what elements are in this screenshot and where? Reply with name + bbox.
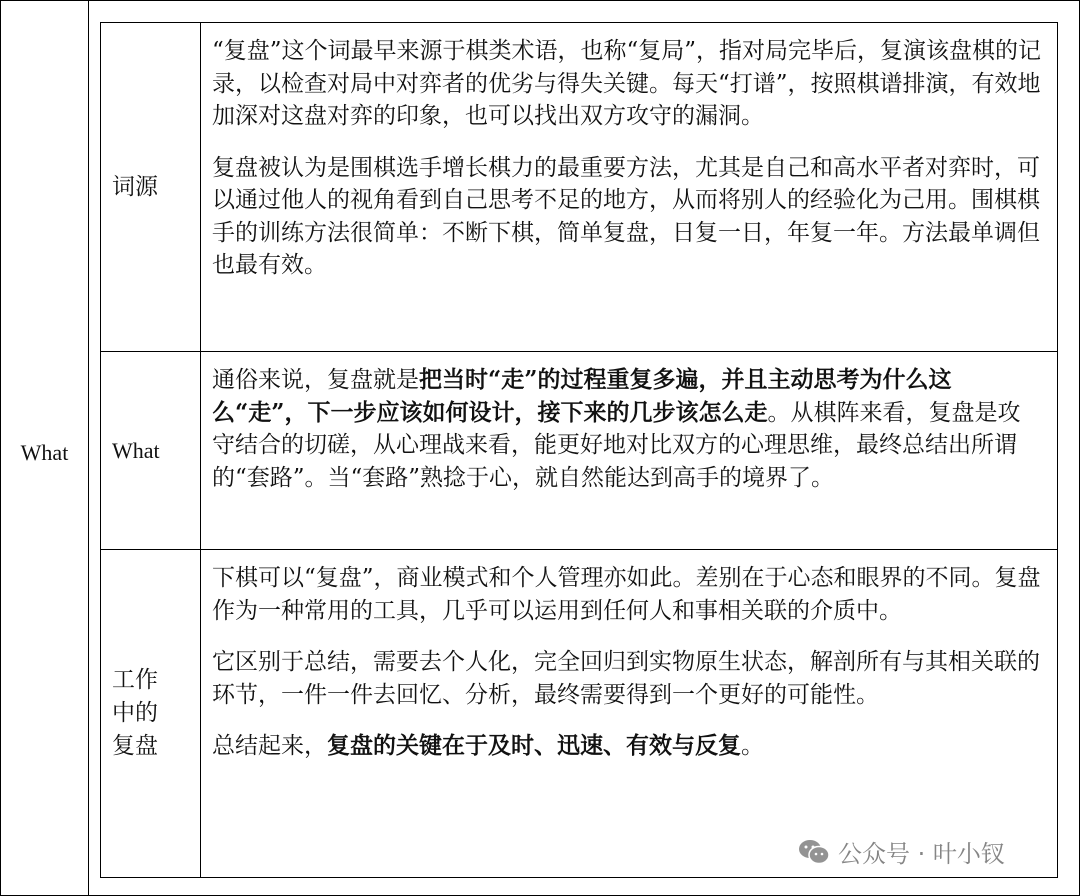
table-row-work-review <box>101 550 1058 878</box>
row-content-what <box>201 352 1058 550</box>
row-content-work-review <box>201 550 1058 878</box>
outer-left-label: What <box>20 440 69 465</box>
text-run: “复盘”这个词最早来源于棋类术语，也称“复局”，指对局完毕后，复演该盘棋的记录，以检查对局中对弈者的优劣与得失关键。每天“打谱”，按照棋谱排演，有效地加深对这盘对弈的印象，也可以找出双方攻守的漏洞。 <box>212 38 1042 129</box>
inner-table <box>100 22 1058 878</box>
row-label-work-review-text: 工作中的复盘 <box>112 667 158 759</box>
outer-left-cell <box>1 1 89 895</box>
bold-text-run: 复盘的关键在于及时、迅速、有效与反复 <box>327 732 741 759</box>
paragraph <box>212 646 1043 711</box>
row-label-work-review <box>101 550 201 878</box>
table-row-what <box>101 352 1058 550</box>
paragraph <box>212 364 1043 494</box>
paragraph <box>212 152 1043 282</box>
row-label-etymology: 词源 <box>101 23 201 352</box>
text-run: 通俗来说，复盘就是 <box>212 367 419 393</box>
paragraph <box>212 730 1043 763</box>
wechat-icon <box>798 838 830 866</box>
table-row-etymology <box>101 23 1058 352</box>
text-run: 下棋可以“复盘”，商业模式和个人管理亦如此。差别在于心态和眼界的不同。复盘作为一种常用的工具，几乎可以运用到任何人和事相关联的介质中。 <box>212 565 1041 624</box>
text-run: 总结起来， <box>212 733 327 759</box>
text-run: 。从棋阵来看，复盘是攻守结合的切磋，从心理战来看，能更好地对比双方的心理思维，最终总结出所谓的“套路”。当“套路”熟捻于心，就自然能达到高手的境界了。 <box>212 399 1021 491</box>
row-label-what: What <box>101 352 201 550</box>
row-content-etymology <box>201 23 1058 352</box>
paragraph <box>212 562 1043 627</box>
paragraph <box>212 35 1043 133</box>
watermark-text: 公众号 · 叶小钗 <box>838 840 1005 868</box>
text-run: 复盘被认为是围棋选手增长棋力的最重要方法，尤其是自己和高水平者对弈时，可以通过他人的视角看到自己思考不足的地方，从而将别人的经验化为己用。围棋棋手的训练方法很简单：不断下棋，简单复盘，日复一日，年复一年。方法最单调但也最有效。 <box>212 154 1040 278</box>
text-run: 。 <box>741 733 764 759</box>
watermark <box>798 834 1005 869</box>
bold-text-run: 把当时“走”的过程重复多遍，并且主动思考为什么这么“走”，下一步应该如何设计，接下来的几步该怎么走 <box>212 366 952 426</box>
text-run: 它区别于总结，需要去个人化，完全回归到实物原生状态，解剖所有与其相关联的环节，一件一件去回忆、分析，最终需要得到一个更好的可能性。 <box>212 649 1040 708</box>
